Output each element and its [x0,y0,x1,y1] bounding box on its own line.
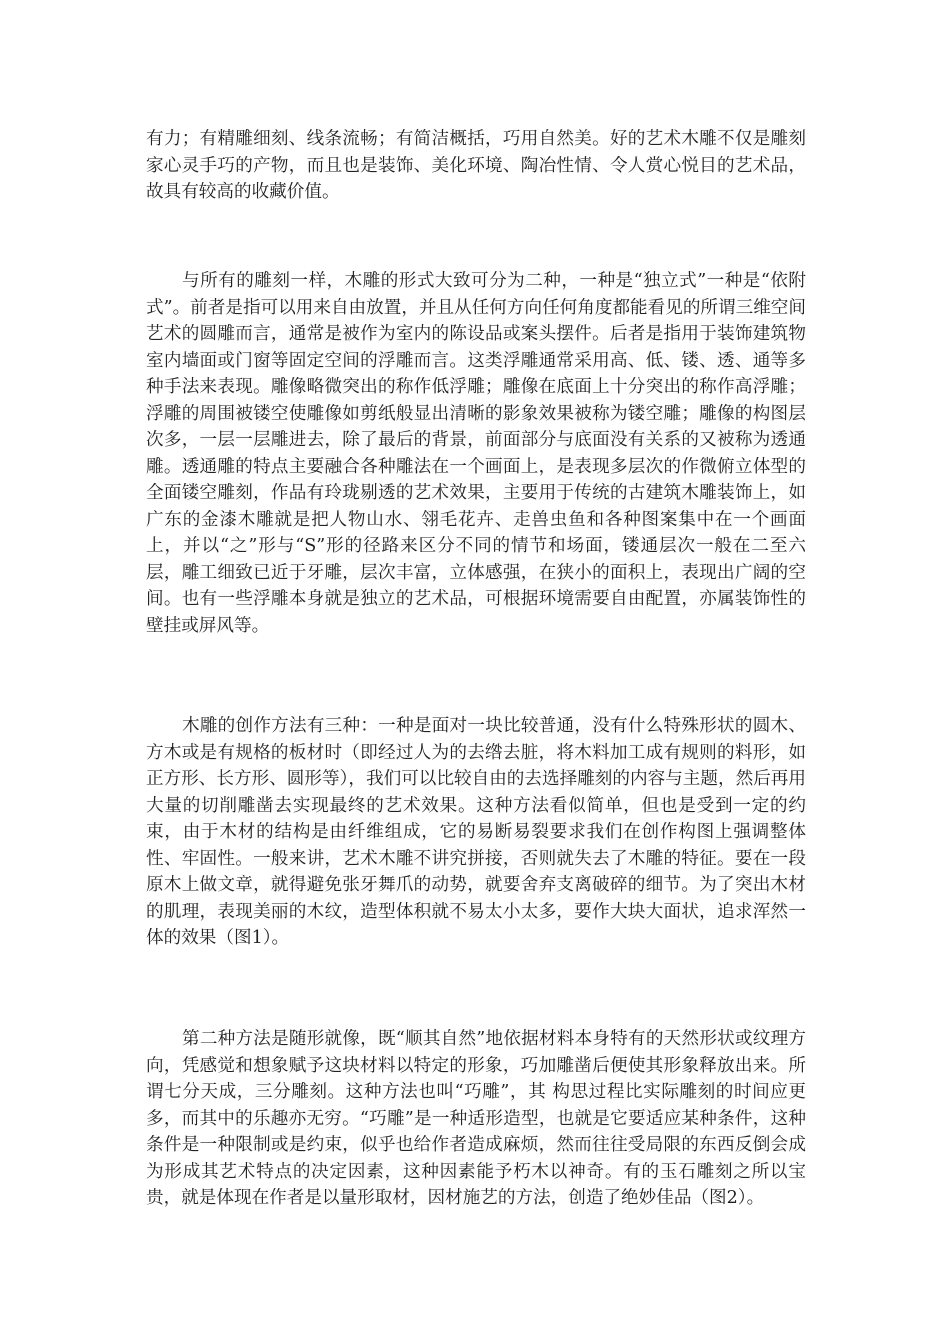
paragraph-2: 与所有的雕刻一样，木雕的形式大致可分为二种，一种是“独立式”一种是“依附式”。前者是指可以用来自由放置，并且从任何方向任何角度都能看见的所谓三维空间艺术的圆雕而言，通常是被作为室内的陈设品或案头摆件。后者是指用于装饰建筑物室内墙面或门窗等固定空间的浮雕而言。这类浮雕通常采用高、低、镂、透、通等多种手法来表现。雕像略微突出的称作低浮雕；雕像在底面上十分突出的称作高浮雕；浮雕的周围被镂空使雕像如剪纸般显出清晰的影象效果被称为镂空雕；雕像的构图层次多，一层一层雕进去，除了最后的背景，前面部分与底面没有关系的又被称为透通雕。透通雕的特点主要融合各种雕法在一个画面上，是表现多层次的作微俯立体型的全面镂空雕刻，作品有玲珑剔透的艺术效果，主要用于传统的古建筑木雕装饰上，如广东的金漆木雕就是把人物山水、翎毛花卉、走兽虫鱼和各种图案集中在一个画面上，并以“之”形与“S”形的径路来区分不同的情节和场面，镂通层次一般在二至六层，雕工细致已近于牙雕，层次丰富，立体感强，在狭小的面积上，表现出广阔的空间。也有一些浮雕本身就是独立的艺术品，可根据环境需要自由配置，亦属装饰性的壁挂或屏风等。 [146,271,806,636]
paragraph-3: 木雕的创作方法有三种：一种是面对一块比较普通，没有什么特殊形状的圆木、方木或是有规格的板材时（即经过人为的去绺去脏，将木料加工成有规则的料形，如正方形、长方形、圆形等），我们可以比较自由的去选择雕刻的内容与主题，然后再用大量的切削雕凿去实现最终的艺术效果。这种方法看似简单，但也是受到一定的约束，由于木材的结构是由纤维组成，它的易断易裂要求我们在创作构图上强调整体性、牢固性。一般来讲，艺术木雕不讲究拼接，否则就失去了木雕的特征。要在一段原木上做文章，就得避免张牙舞爪的动势，就要舍弃支离破碎的细节。为了突出木材的肌理，表现美丽的木纹，造型体积就不易太小太多，要作大块大面状，追求浑然一体的效果（图1）。 [146,716,806,948]
paragraph-1: 有力；有精雕细刻、线条流畅；有简洁概括，巧用自然美。好的艺术木雕不仅是雕刻家心灵手巧的产物，而且也是装饰、美化环境、陶冶性情、令人赏心悦目的艺术品，故具有较高的收藏价值。 [146,129,806,202]
paragraph-4: 第二种方法是随形就像，既“顺其自然”地依据材料本身特有的天然形状或纹理方向，凭感觉和想象赋予这块材料以特定的形象，巧加雕凿后便使其形象释放出来。所谓七分天成，三分雕刻。这种方法也叫“巧雕”，其 构思过程比实际雕刻的时间应更多，而其中的乐趣亦无穷。“巧雕”是一种适形造型，也就是它要适应某种条件，这种条件是一种限制或是约束，似乎也给作者造成麻烦，然而往往受局限的东西反倒会成为形成其艺术特点的决定因素，这种因素能予朽木以神奇。有的玉石雕刻之所以宝贵，就是体现在作者是以量形取材，因材施艺的方法，创造了绝妙佳品（图2）。 [146,1029,806,1208]
